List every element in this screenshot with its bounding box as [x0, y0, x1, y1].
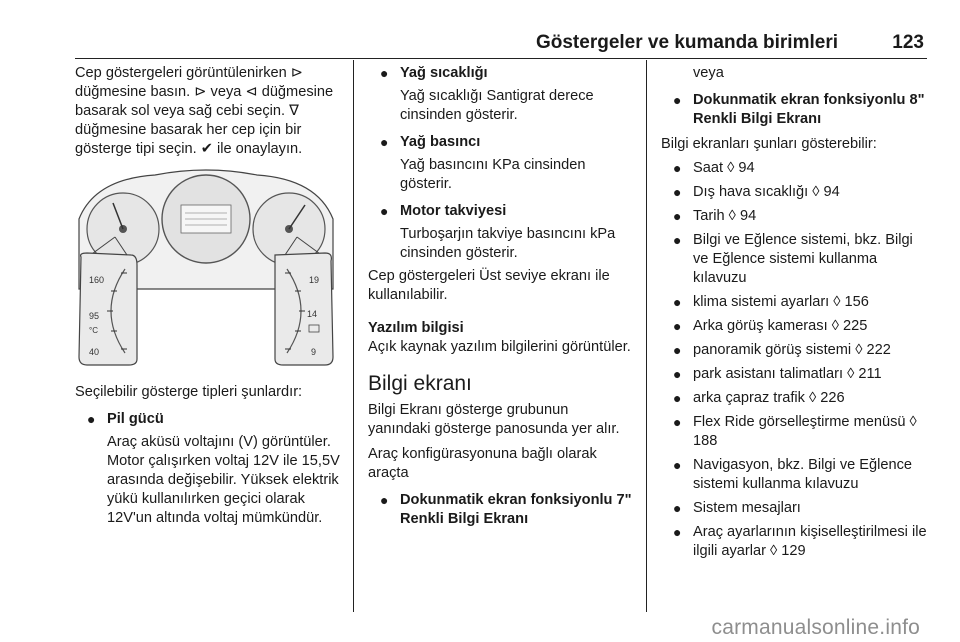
list-item-text: klima sistemi ayarları ◊ 156	[693, 294, 869, 310]
header-title: Göstergeler ve kumanda birimleri	[535, 32, 838, 53]
bullet-icon: ●	[87, 411, 96, 427]
list-item-text: Araç aküsü voltajını (V) görüntüler. Motor çalışırken voltaj 12V ile 15,5V arasında değişebilir. Yüksek elektrik yükü kullanılırken geçici olarak 12V'un altında voltaj mümkündür.	[107, 434, 340, 526]
list-item-text: arka çapraz trafik ◊ 226	[693, 390, 845, 406]
list-item-title: Yağ basıncı	[400, 134, 481, 150]
watermark: carmanualsonline.info	[711, 616, 920, 639]
section-title: Bilgi ekranı	[368, 372, 472, 395]
list-item-text: Navigasyon, bkz. Bilgi ve Eğlence sistemi kullanma kılavuzu	[693, 457, 913, 492]
list-item	[661, 341, 929, 360]
page-header	[0, 0, 960, 56]
cep-gauges-text: Cep göstergeleri Üst seviye ekranı ile kullanılabilir.	[368, 268, 610, 303]
left-zoom-mid-label: 95	[89, 311, 100, 321]
list-item-text: Saat ◊ 94	[693, 160, 755, 176]
bullet-icon: ●	[673, 294, 682, 310]
selectable-types-text: Seçilebilir gösterge tipleri şunlardır:	[75, 384, 303, 400]
list-item-title: Dokunmatik ekran fonksiyonlu 7" Renkli Bilgi Ekranı	[400, 492, 632, 527]
list-item	[661, 456, 929, 494]
list-item	[661, 365, 929, 384]
left-zoom-top-label: 160	[89, 275, 105, 285]
list-item-text: panoramik görüş sistemi ◊ 222	[693, 342, 891, 358]
list-item-text: Flex Ride görselleştirme menüsü ◊ 188	[693, 414, 917, 449]
section-text-2: Araç konfigürasyonuna bağlı olarak araçta	[368, 446, 597, 481]
column-divider-1	[353, 60, 354, 612]
list-item	[661, 207, 929, 226]
info-displays-intro: Bilgi ekranları şunları gösterebilir:	[661, 136, 877, 152]
bullet-icon: ●	[673, 414, 682, 430]
bullet-icon: ●	[673, 524, 682, 540]
right-zoom-mid-label: 14	[307, 309, 318, 319]
header-rule	[75, 58, 927, 59]
left-zoom-unit-label: °C	[89, 326, 98, 335]
software-info-title: Yazılım bilgisi	[368, 320, 464, 336]
right-zoom-top-label: 19	[309, 275, 320, 285]
list-item	[661, 91, 929, 129]
list-item-text: Araç ayarlarının kişiselleştirilmesi ile ilgili ayarlar ◊ 129	[693, 524, 927, 559]
list-item-text: Yağ basıncını KPa cinsinden gösterir.	[400, 157, 586, 192]
column-1	[75, 64, 343, 528]
list-item-title: Yağ sıcaklığı	[400, 65, 488, 81]
list-item-text: Sistem mesajları	[693, 500, 801, 516]
intro-paragraph: Cep göstergeleri görüntülenirken ⊳ düğmesine basın. ⊳ veya ⊲ düğmesine basarak sol veya sağ cebi seçin. ∇ düğmesine basarak her cep için bir gösterge tipi seçin. ✔ ile onaylayın.	[75, 65, 334, 157]
list-item-text: park asistanı talimatları ◊ 211	[693, 366, 882, 382]
list-item	[368, 202, 634, 263]
list-item-text: Bilgi ve Eğlence sistemi, bkz. Bilgi ve Eğlence sistemi kullanma kılavuzu	[693, 232, 913, 286]
list-item	[661, 293, 929, 312]
list-item-text: Arka görüş kamerası ◊ 225	[693, 318, 868, 334]
bullet-icon: ●	[673, 318, 682, 334]
list-item	[661, 389, 929, 408]
software-info-text: Açık kaynak yazılım bilgilerini görüntüler.	[368, 339, 631, 355]
list-item	[368, 133, 634, 194]
bullet-icon: ●	[673, 342, 682, 358]
bullet-icon: ●	[673, 92, 682, 108]
bullet-icon: ●	[673, 208, 682, 224]
list-item	[661, 413, 929, 451]
column-divider-2	[646, 60, 647, 612]
list-item-text: Tarih ◊ 94	[693, 208, 757, 224]
list-item-text: Turboşarjın takviye basıncını kPa cinsinden gösterir.	[400, 226, 616, 261]
bullet-icon: ●	[673, 366, 682, 382]
bullet-icon: ●	[380, 65, 389, 81]
section-text-1: Bilgi Ekranı gösterge grubunun yanındaki gösterge panosunda yer alır.	[368, 402, 620, 437]
list-item	[661, 499, 929, 518]
column-3	[661, 64, 929, 561]
list-item-title: Pil gücü	[107, 411, 164, 427]
list-item-text: Yağ sıcaklığı Santigrat derece cinsinden gösterir.	[400, 88, 594, 123]
instrument-cluster-figure	[75, 169, 337, 367]
bullet-icon: ●	[673, 184, 682, 200]
bullet-icon: ●	[673, 390, 682, 406]
list-item	[661, 317, 929, 336]
list-item-title: Motor takviyesi	[400, 203, 507, 219]
page-number: 123	[892, 32, 924, 53]
list-item	[75, 410, 343, 528]
list-item-text: Dış hava sıcaklığı ◊ 94	[693, 184, 840, 200]
list-item	[661, 183, 929, 202]
info-display-list	[661, 159, 929, 561]
bullet-icon: ●	[673, 457, 682, 473]
right-zoom-bottom-label: 9	[311, 347, 317, 357]
list-item-title: Dokunmatik ekran fonksiyonlu 8" Renkli Bilgi Ekranı	[693, 92, 925, 127]
list-item	[368, 491, 634, 529]
bullet-icon: ●	[673, 160, 682, 176]
list-item	[661, 231, 929, 288]
bullet-icon: ●	[380, 134, 389, 150]
bullet-icon: ●	[380, 203, 389, 219]
list-item	[661, 523, 929, 561]
bullet-icon: ●	[380, 492, 389, 508]
left-zoom-bottom-label: 40	[89, 347, 100, 357]
bullet-icon: ●	[673, 232, 682, 248]
or-text: veya	[693, 65, 724, 81]
column-2	[368, 64, 634, 529]
list-item	[368, 64, 634, 125]
bullet-icon: ●	[673, 500, 682, 516]
list-item	[661, 159, 929, 178]
